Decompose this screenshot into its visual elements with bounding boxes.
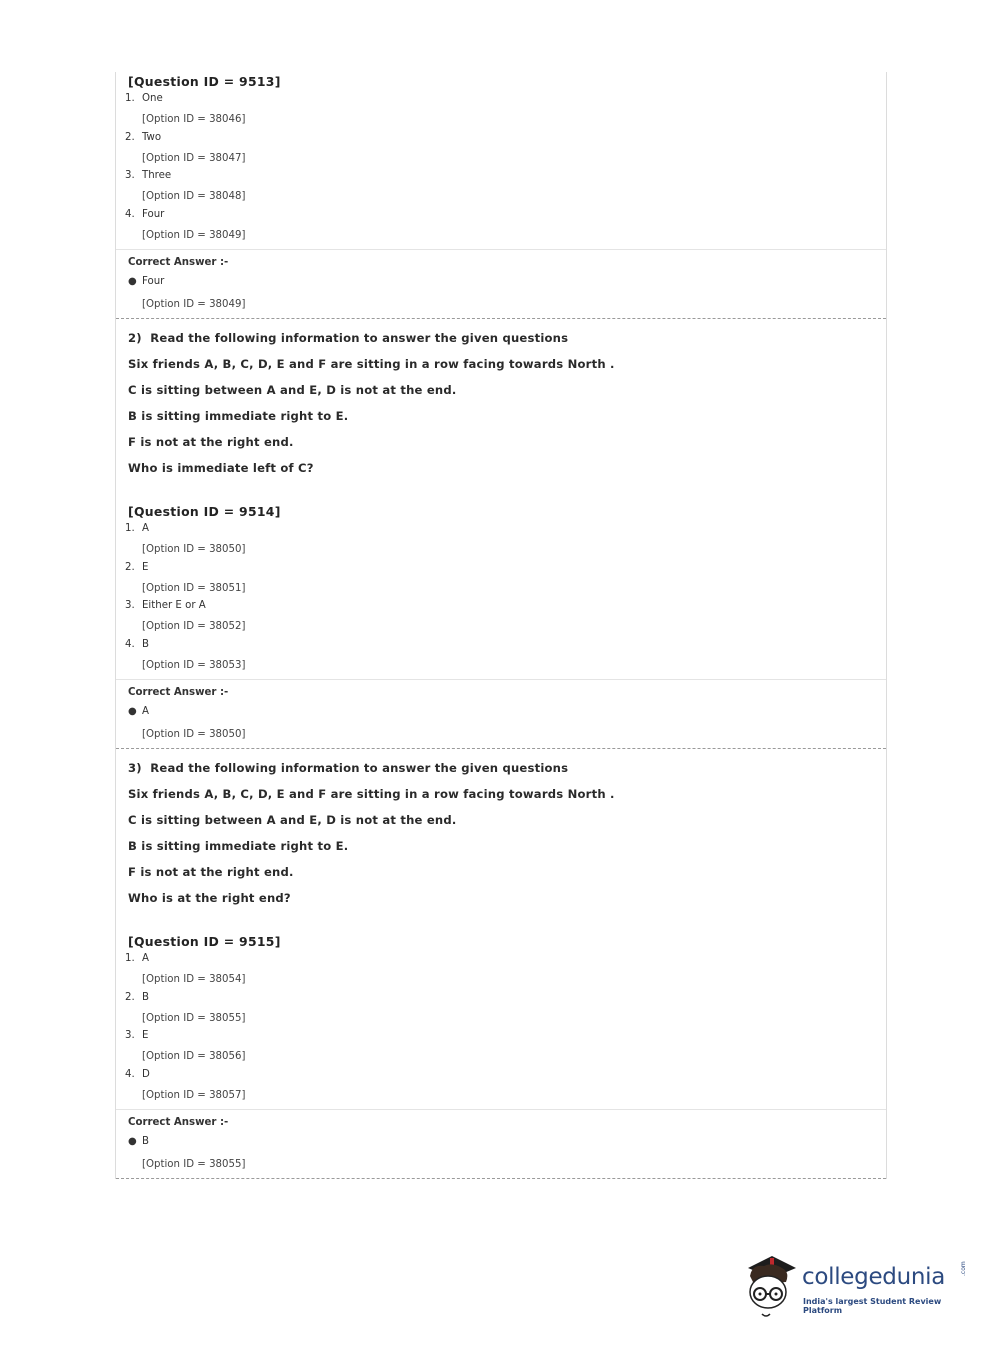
option-id: [Option ID = 38051] [142,582,246,594]
question-block-3 [116,749,886,1179]
question-id: [Question ID = 9514] [128,504,281,519]
options-list [116,521,886,679]
option-3 [116,1028,886,1067]
option-text: A [142,523,149,534]
option-id: [Option ID = 38049] [142,229,246,241]
option-text: Four [142,208,165,220]
option-id: [Option ID = 38053] [142,659,246,671]
option-text: E [142,1030,149,1041]
question-line: C is sitting between A and E, D is not at the end. [128,383,457,397]
correct-answer-section [116,1109,886,1178]
option-text: Two [142,131,162,143]
question-paper [115,72,887,1179]
option-id: [Option ID = 38056] [142,1051,246,1062]
options-list [116,91,886,249]
option-number: 4. [125,1068,135,1080]
option-text: D [142,1068,150,1080]
option-id: [Option ID = 38057] [142,1089,246,1101]
mascot-icon [742,1250,802,1320]
option-id: [Option ID = 38055] [142,1012,246,1024]
option-4 [116,1067,886,1106]
question-line: Six friends A, B, C, D, E and F are sitting in a row facing towards North . [128,787,615,801]
question-line: F is not at the right end. [128,435,294,449]
question-text [116,749,886,915]
question-id: [Question ID = 9513] [128,74,281,89]
option-4 [116,637,886,676]
question-line: 2) Read the following information to answer the given questions [128,331,569,345]
logo-name: collegedunia [802,1264,946,1290]
correct-answer-text: Four [142,276,165,287]
option-number: 3. [125,170,135,181]
option-2 [116,130,886,169]
option-number: 4. [125,638,135,650]
option-id: [Option ID = 38046] [142,114,246,125]
question-line: Six friends A, B, C, D, E and F are sitting in a row facing towards North . [128,357,615,371]
question-id: [Question ID = 9515] [128,934,281,949]
option-number: 1. [125,523,135,534]
collegedunia-logo [742,1250,972,1320]
options-list [116,951,886,1109]
correct-answer-text: B [142,1136,149,1147]
correct-answer-label: Correct Answer :- [128,687,229,698]
question-block-2 [116,319,886,749]
question-number: 2) [128,331,142,345]
option-text: E [142,561,149,573]
correct-answer-label: Correct Answer :- [128,1117,229,1128]
option-number: 4. [125,208,135,220]
correct-answer-id: [Option ID = 38055] [142,1159,246,1170]
question-text [116,319,886,485]
option-4 [116,207,886,246]
option-number: 2. [125,131,135,143]
option-2 [116,560,886,599]
correct-answer-section [116,679,886,748]
question-line: B is sitting immediate right to E. [128,839,349,853]
option-id: [Option ID = 38050] [142,544,246,555]
question-block-1 [116,72,886,319]
option-id: [Option ID = 38052] [142,621,246,632]
option-number: 3. [125,1030,135,1041]
question-line: B is sitting immediate right to E. [128,409,349,423]
option-number: 3. [125,600,135,611]
option-id: [Option ID = 38054] [142,974,246,985]
question-line: F is not at the right end. [128,865,294,879]
option-id: [Option ID = 38047] [142,152,246,164]
logo-tagline: India's largest Student Review Platform [803,1297,942,1315]
option-number: 1. [125,93,135,104]
option-3 [116,598,886,637]
question-line: Who is immediate left of C? [128,461,314,475]
question-line: Who is at the right end? [128,891,291,905]
option-id: [Option ID = 38048] [142,191,246,202]
option-text: B [142,991,149,1003]
option-1 [116,91,886,130]
option-2 [116,990,886,1029]
question-number: 3) [128,761,142,775]
option-text: A [142,953,149,964]
question-line: C is sitting between A and E, D is not at the end. [128,813,457,827]
bullet-icon: ● [128,276,137,287]
option-number: 2. [125,561,135,573]
correct-answer-text: A [142,706,149,717]
correct-answer-section [116,249,886,318]
correct-answer-id: [Option ID = 38050] [142,729,246,740]
bullet-icon: ● [128,706,137,717]
option-text: B [142,638,149,650]
option-3 [116,168,886,207]
option-number: 2. [125,991,135,1003]
correct-answer-label: Correct Answer :- [128,257,229,268]
logo-suffix: .com [960,1261,967,1276]
option-text: Either E or A [142,600,206,611]
option-1 [116,521,886,560]
option-1 [116,951,886,990]
option-number: 1. [125,953,135,964]
correct-answer-id: [Option ID = 38049] [142,299,246,310]
option-text: One [142,93,163,104]
question-line: 3) Read the following information to answer the given questions [128,761,569,775]
option-text: Three [142,170,172,181]
bullet-icon: ● [128,1136,137,1147]
